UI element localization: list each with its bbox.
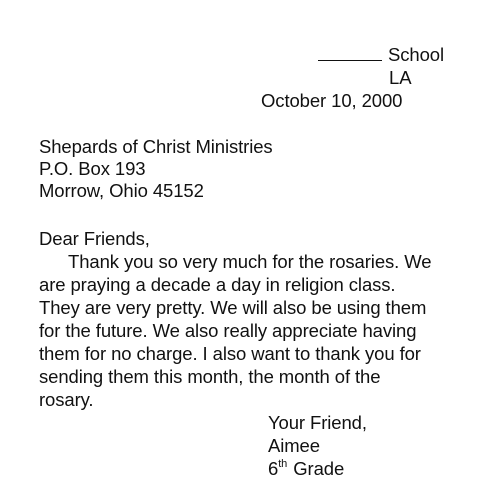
- grade-number: 6: [268, 458, 279, 479]
- body-line-5: them for no charge. I also want to thank you for: [39, 343, 421, 364]
- grade-line: [268, 458, 344, 480]
- recipient-address-line1: P.O. Box 193: [39, 158, 146, 179]
- body-line-1: Thank you so very much for the rosaries. We: [68, 251, 432, 272]
- location-line: LA: [389, 67, 412, 88]
- body-line-2: are praying a decade a day in religion class.: [39, 274, 396, 295]
- valediction: Your Friend,: [268, 412, 367, 433]
- salutation: Dear Friends,: [39, 228, 150, 249]
- recipient-name: Shepards of Christ Ministries: [39, 136, 273, 157]
- school-name-blank: [318, 46, 382, 61]
- body-line-4: for the future. We also really appreciate having: [39, 320, 417, 341]
- school-line: [318, 44, 444, 66]
- recipient-address-line2: Morrow, Ohio 45152: [39, 180, 204, 201]
- school-label: School: [388, 44, 444, 65]
- body-line-6: sending them this month, the month of the: [39, 366, 381, 387]
- date-line: October 10, 2000: [261, 90, 403, 111]
- body-line-7: rosary.: [39, 389, 94, 410]
- body-line-3: They are very pretty. We will also be using them: [39, 297, 427, 318]
- grade-word: Grade: [293, 458, 345, 479]
- signature-name: Aimee: [268, 435, 320, 456]
- grade-ordinal-suffix: th: [278, 457, 288, 470]
